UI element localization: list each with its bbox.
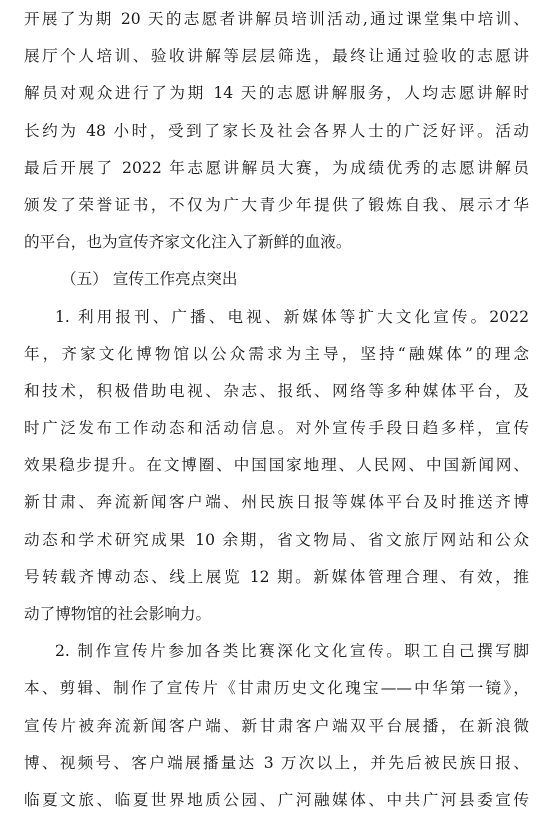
paragraph-line: 效果稳步提升。在文博圈、中国国家地理、人民网、中国新闻网、 [24,456,529,475]
paragraph-line: 时广泛发布工作动态和活动信息。对外宣传手段日趋多样，宣传 [24,419,529,438]
paragraph-line: 本、剪辑、制作了宣传片《甘肃历史文化瑰宝——中华第一镜》， [24,679,529,698]
paragraph-line: 年，齐家文化博物馆以公众需求为主导，坚持“融媒体”的理念 [24,344,529,363]
paragraph-line: 临夏文旅、临夏世界地质公园、广河融媒体、中共广河县委宣传 [24,790,529,809]
paragraph-line: 博、视频号、客户端展播量达 3 万次以上，并先后被民族日报、 [24,753,529,772]
paragraph-line: 和技术，积极借助电视、杂志、报纸、网络等多种媒体平台，及 [24,381,529,400]
paragraph-line: 1. 利用报刊、广播、电视、新媒体等扩大文化宣传。2022 [55,307,529,326]
document-page [24,0,529,819]
paragraph-line: 的平台，也为宣传齐家文化注入了新鲜的血液。 [24,233,352,252]
paragraph-line: 解员对观众进行了为期 14 天的志愿讲解服务，人均志愿讲解时 [24,84,529,103]
paragraph-line: 展厅个人培训、验收讲解等层层筛选，最终让通过验收的志愿讲 [24,47,529,66]
paragraph-line: 新甘肃、奔流新闻客户端、州民族日报等媒体平台及时推送齐博 [24,493,529,512]
paragraph-line: 宣传片被奔流新闻客户端、新甘肃客户端双平台展播，在新浪微 [24,716,529,735]
section-heading: （五） 宣传工作亮点突出 [61,270,238,289]
paragraph-line: 开展了为期 20 天的志愿者讲解员培训活动,通过课堂集中培训、 [24,10,529,28]
paragraph-line: 长约为 48 小时，受到了家长及社会各界人士的广泛好评。活动 [24,121,529,140]
paragraph-line: 动了博物馆的社会影响力。 [24,605,212,623]
paragraph-line: 2. 制作宣传片参加各类比赛深化文化宣传。职工自己撰写脚 [55,642,529,661]
paragraph-line: 号转载齐博动态、线上展览 12 期。新媒体管理合理、有效，推 [24,567,529,586]
paragraph-line: 最后开展了 2022 年志愿讲解员大赛，为成绩优秀的志愿讲解员 [24,158,529,177]
paragraph-line: 颁发了荣誉证书，不仅为广大青少年提供了锻炼自我、展示才华 [24,195,529,214]
paragraph-line: 动态和学术研究成果 10 余期，省文物局、省文旅厅网站和公众 [24,530,529,549]
